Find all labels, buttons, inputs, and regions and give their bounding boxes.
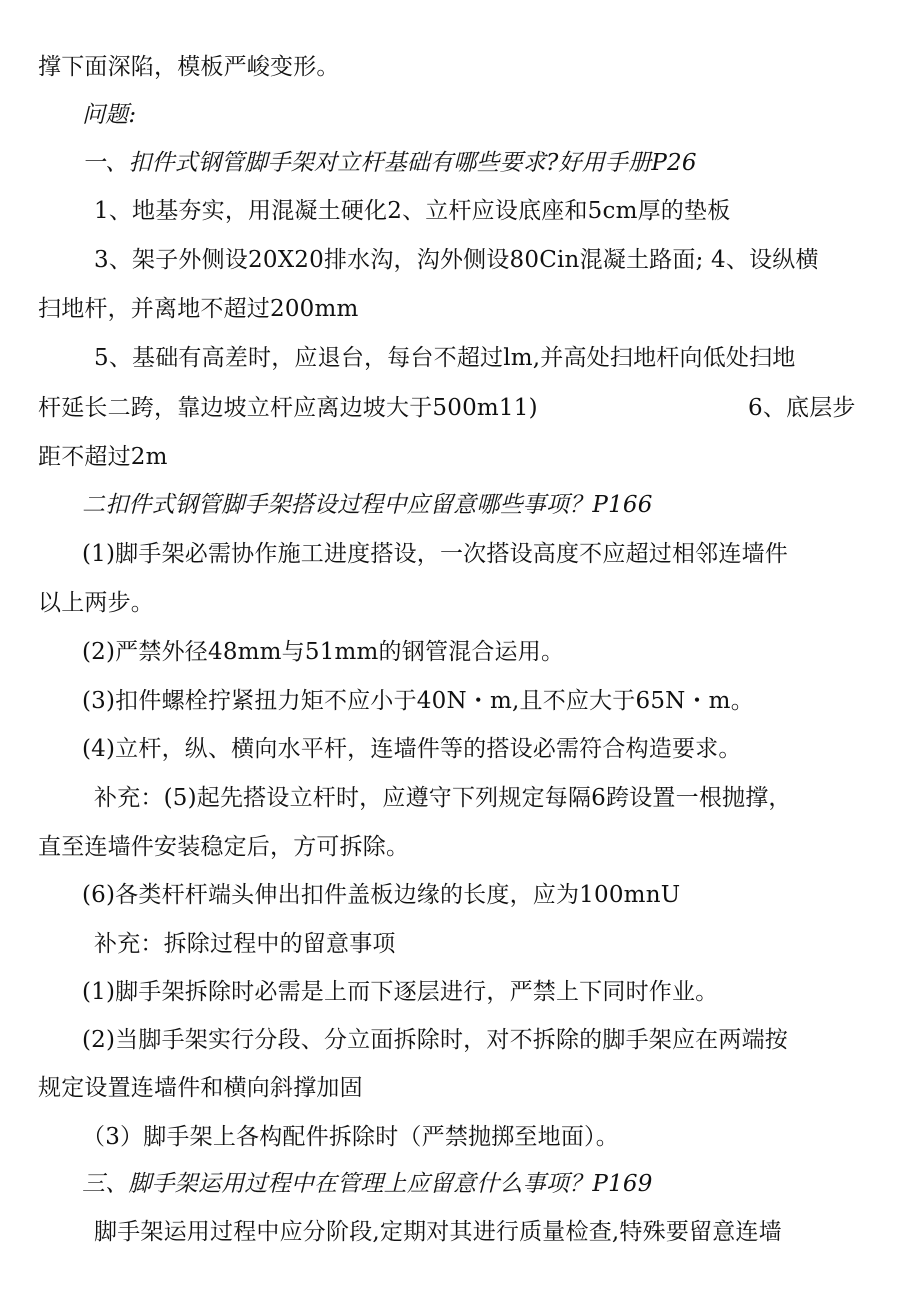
answer-line-10: (3)扣件螺栓拧紧扭力矩不应小于40N・m,且不应大于65N・m。: [82, 688, 754, 714]
supplement-line-2: 直至连墙件安装稳定后，方可拆除。: [38, 834, 410, 860]
answer-line-3: 扫地杆，并离地不超过200mm: [38, 296, 359, 322]
question-heading-1: 一、扣件式钢管脚手架对立杆基础有哪些要求?好用手册P26: [82, 150, 697, 176]
answer-line-1: 1、地基夯实，用混凝土硬化2、立杆应设底座和5cm厚的垫板: [94, 198, 731, 224]
dismantle-line-2: (2)当脚手架实行分段、分立面拆除时，对不拆除的脚手架应在两端按: [82, 1027, 788, 1053]
section-label-questions: 问题:: [82, 102, 137, 128]
answer-line-13: 脚手架运用过程中应分阶段,定期对其进行质量检查,特殊要留意连墙: [94, 1219, 782, 1245]
answer-line-4: 5、基础有高差时，应退台，每台不超过lm,并高处扫地杆向低处扫地: [94, 345, 796, 371]
dismantle-line-4: （3）脚手架上各构配件拆除时（严禁抛掷至地面）。: [82, 1124, 619, 1150]
question-heading-2: 二扣件式钢管脚手架搭设过程中应留意哪些事项？P166: [82, 492, 653, 518]
answer-line-5: 杆延长二跨，靠边坡立杆应离边坡大于500m11): [38, 395, 538, 421]
question-heading-3: 三、脚手架运用过程中在管理上应留意什么事项？P169: [82, 1171, 653, 1197]
answer-line-12: (6)各类杆杆端头伸出扣件盖板边缘的长度，应为100mnU: [82, 882, 681, 908]
answer-line-5-tail: 6、底层步: [748, 395, 856, 421]
text-line-1: 撑下面深陷，模板严峻变形。: [38, 54, 340, 80]
supplement-heading: 补充：拆除过程中的留意事项: [94, 931, 396, 957]
answer-line-9: (2)严禁外径48mm与51mm的钢管混合运用。: [82, 639, 565, 665]
answer-line-6: 距不超过2m: [38, 444, 168, 470]
dismantle-line-3: 规定设置连墙件和横向斜撑加固: [38, 1075, 363, 1101]
answer-line-2: 3、架子外侧设20X20排水沟，沟外侧设80Cin混凝土路面; 4、设纵横: [94, 247, 819, 273]
supplement-line-1: 补充：(5)起先搭设立杆时，应遵守下列规定每隔6跨设置一根抛撑，: [94, 785, 792, 811]
answer-line-7: (1)脚手架必需协作施工进度搭设，一次搭设高度不应超过相邻连墙件: [82, 541, 788, 567]
dismantle-line-1: (1)脚手架拆除时必需是上而下逐层进行，严禁上下同时作业。: [82, 979, 719, 1005]
answer-line-8: 以上两步。: [38, 590, 154, 616]
answer-line-11: (4)立杆，纵、横向水平杆，连墙件等的搭设必需符合构造要求。: [82, 736, 742, 762]
